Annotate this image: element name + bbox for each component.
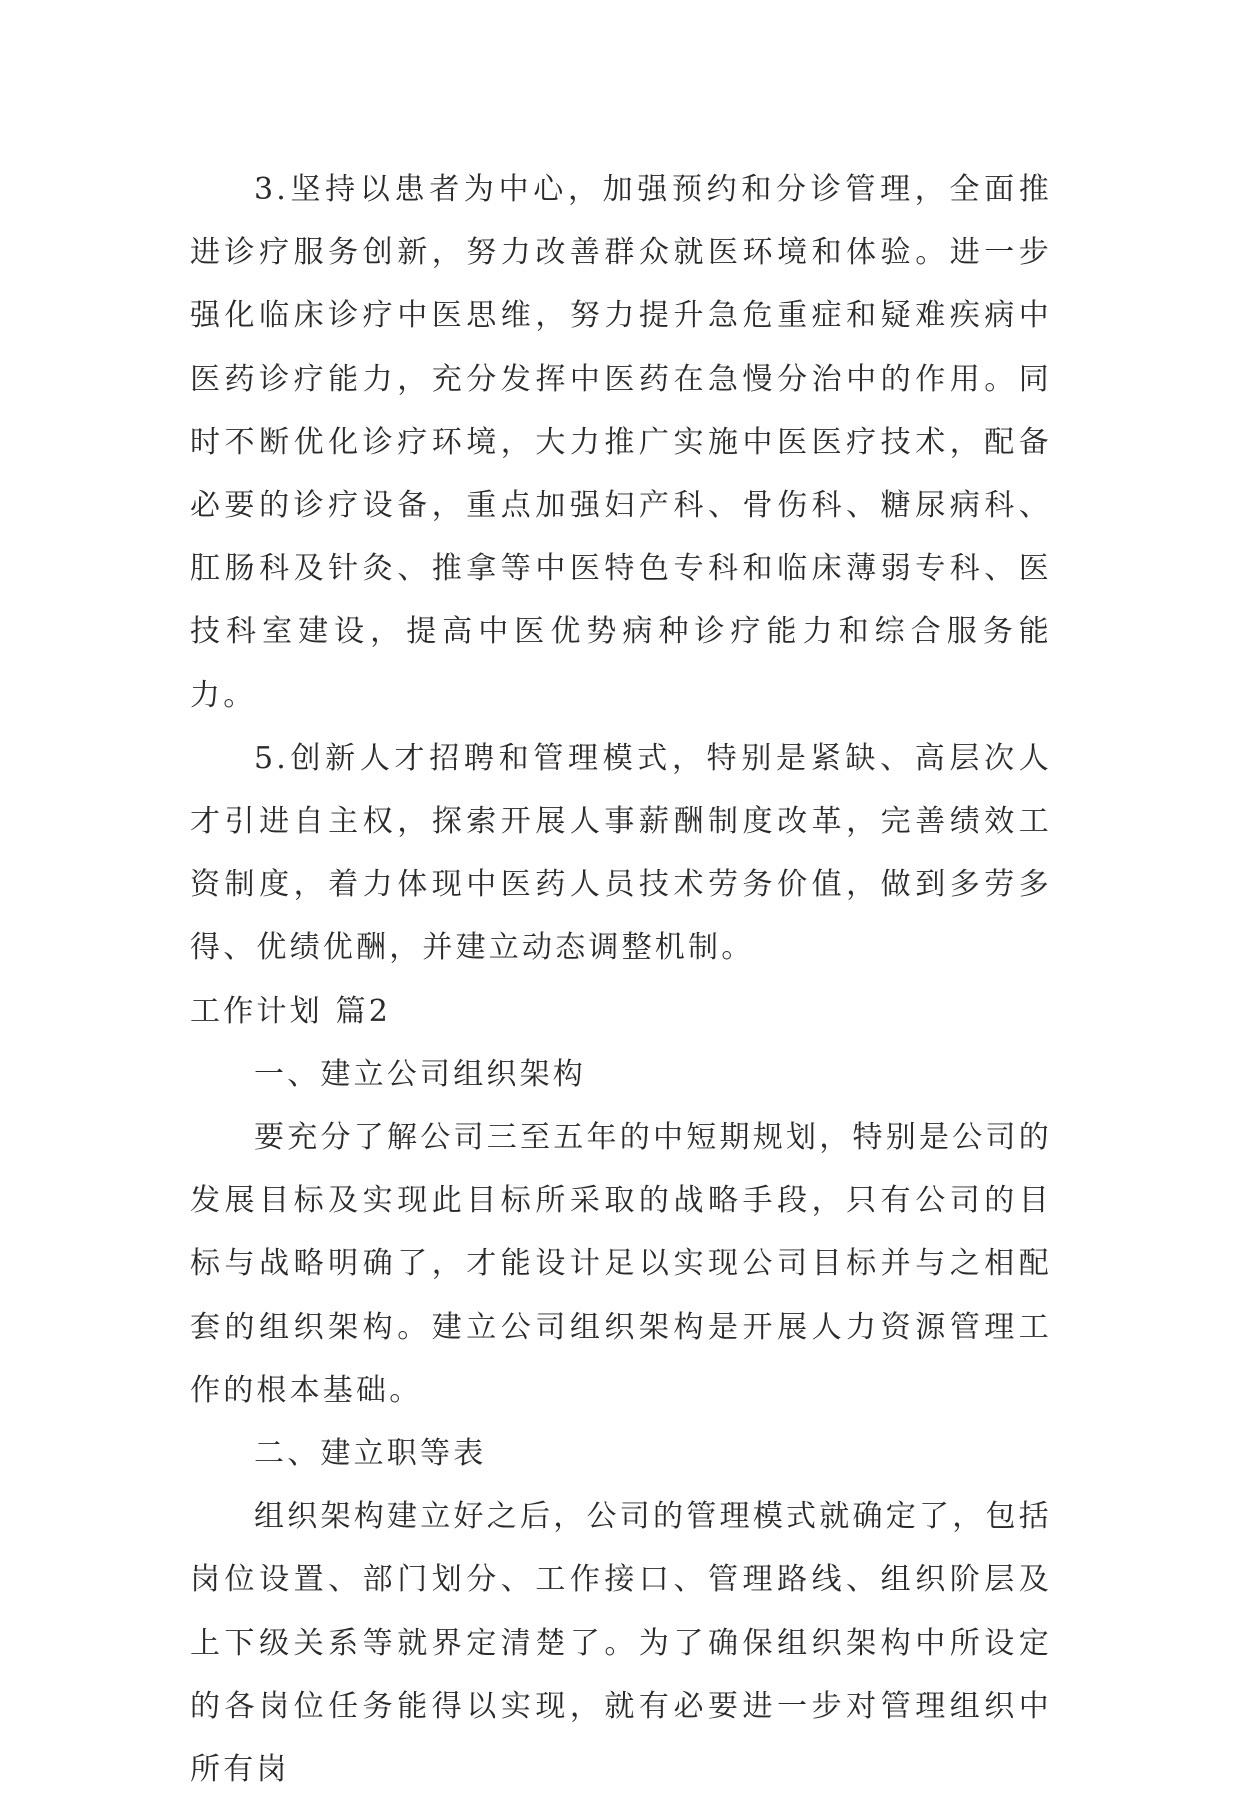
section-heading: 工作计划 篇2: [190, 993, 392, 1029]
document-body: [190, 158, 1052, 1801]
subheading-1: 一、建立公司组织架构: [254, 1056, 586, 1092]
paragraph-item-5: 5.创新人才招聘和管理模式，特别是紧缺、高层次人才引进自主权，探索开展人事薪酬制度改革，完善绩效工资制度，着力体现中医药人员技术劳务价值，做到多劳多得、优绩优酬，并建立动态调整机制。: [190, 740, 1052, 966]
subheading-2: 二、建立职等表: [254, 1436, 487, 1472]
paragraph-grade-table: 组织架构建立好之后，公司的管理模式就确定了，包括岗位设置、部门划分、工作接口、管理路线、组织阶层及上下级关系等就界定清楚了。为了确保组织架构中所设定的各岗位任务能得以实现，就有必要进一步对管理组织中所有岗: [190, 1499, 1052, 1788]
paragraph-item-3: 3.坚持以患者为中心，加强预约和分诊管理，全面推进诊疗服务创新，努力改善群众就医环境和体验。进一步强化临床诊疗中医思维，努力提升急危重症和疑难疾病中医药诊疗能力，充分发挥中医药在急慢分治中的作用。同时不断优化诊疗环境，大力推广实施中医医疗技术，配备必要的诊疗设备，重点加强妇产科、骨伤科、糖尿病科、肛肠科及针灸、推拿等中医特色专科和临床薄弱专科、医技科室建设，提高中医优势病种诊疗能力和综合服务能力。: [190, 172, 1052, 713]
paragraph-org-structure: 要充分了解公司三至五年的中短期规划，特别是公司的发展目标及实现此目标所采取的战略手段，只有公司的目标与战略明确了，才能设计足以实现公司目标并与之相配套的组织架构。建立公司组织架构是开展人力资源管理工作的根本基础。: [190, 1120, 1052, 1408]
